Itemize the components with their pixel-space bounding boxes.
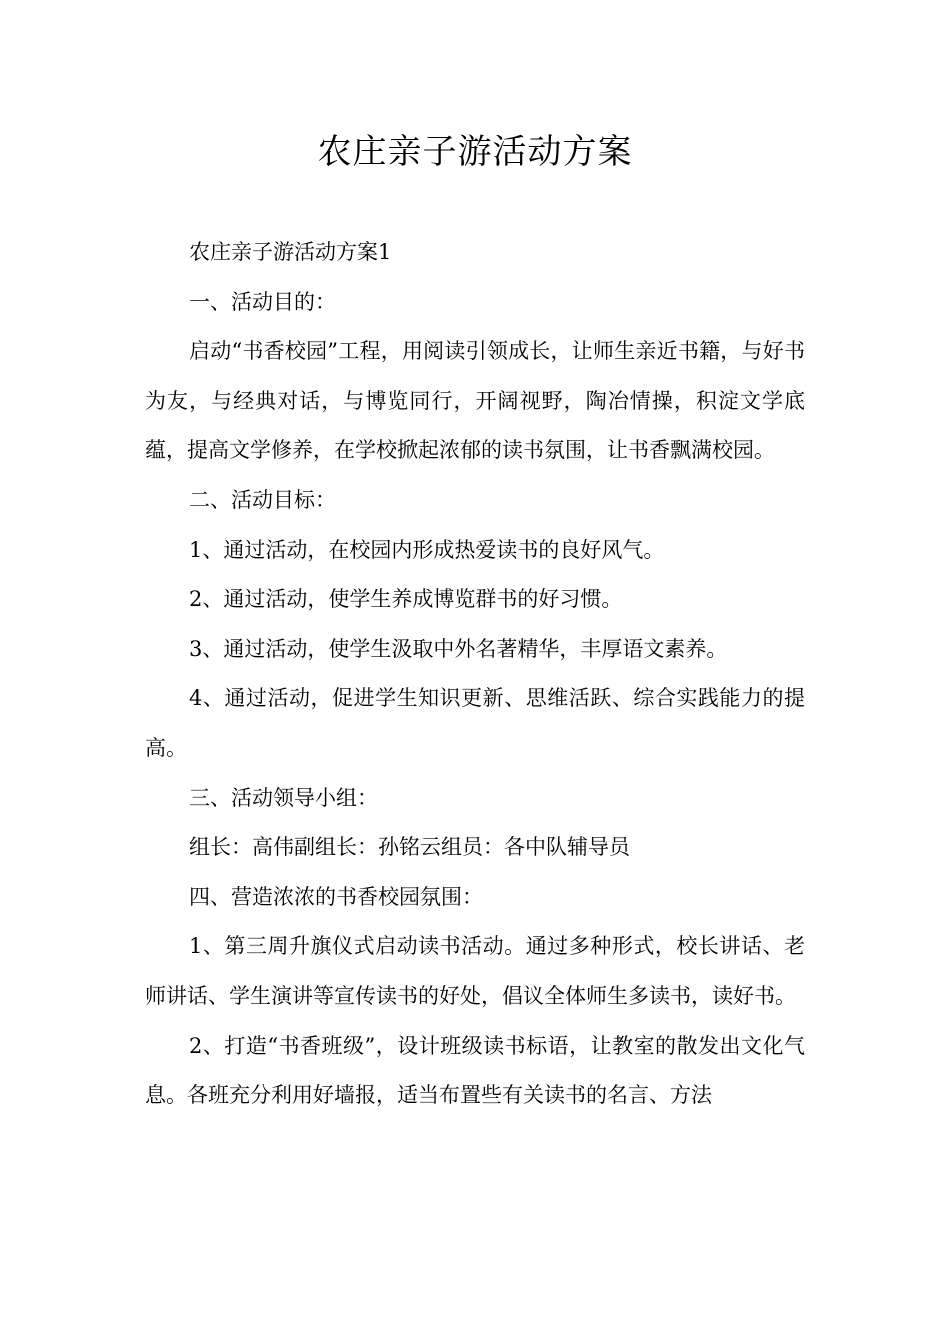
- list-item: 2、通过活动，使学生养成博览群书的好习惯。: [189, 587, 623, 612]
- body-paragraph: 组长：高伟副组长：孙铭云组员：各中队辅导员: [189, 835, 630, 860]
- list-item: 4、通过活动，促进学生知识更新、思维活跃、综合实践能力的提高。: [145, 686, 805, 760]
- section-heading-purpose: 一、活动目的：: [189, 289, 336, 314]
- body-paragraph: 启动“书香校园”工程，用阅读引领成长，让师生亲近书籍，与好书为友，与经典对话，与博览同行，开阔视野，陶冶情操，积淀文学底蕴，提高文学修养，在学校掀起浓郁的读书氛围，让书香飘满校园。: [145, 339, 805, 463]
- list-item: 1、通过活动，在校园内形成热爱读书的良好风气。: [189, 537, 665, 562]
- list-item: 1、第三周升旗仪式启动读书活动。通过多种形式，校长讲话、老师讲话、学生演讲等宣传读书的好处，倡议全体师生多读书，读好书。: [145, 934, 805, 1008]
- document-body: [145, 228, 805, 1121]
- subtitle-paragraph: 农庄亲子游活动方案1: [189, 240, 392, 264]
- section-heading-goals: 二、活动目标：: [189, 487, 336, 512]
- list-item: 3、通过活动，使学生汲取中外名著精华，丰厚语文素养。: [189, 636, 728, 661]
- list-item: 2、打造“书香班级”，设计班级读书标语，让教室的散发出文化气息。各班充分利用好墙报，适当布置些有关读书的名言、方法: [145, 1033, 805, 1108]
- document-title: 农庄亲子游活动方案: [317, 132, 633, 172]
- section-heading-atmosphere: 四、营造浓浓的书香校园氛围：: [189, 884, 483, 909]
- section-heading-leadership: 三、活动领导小组：: [189, 785, 378, 810]
